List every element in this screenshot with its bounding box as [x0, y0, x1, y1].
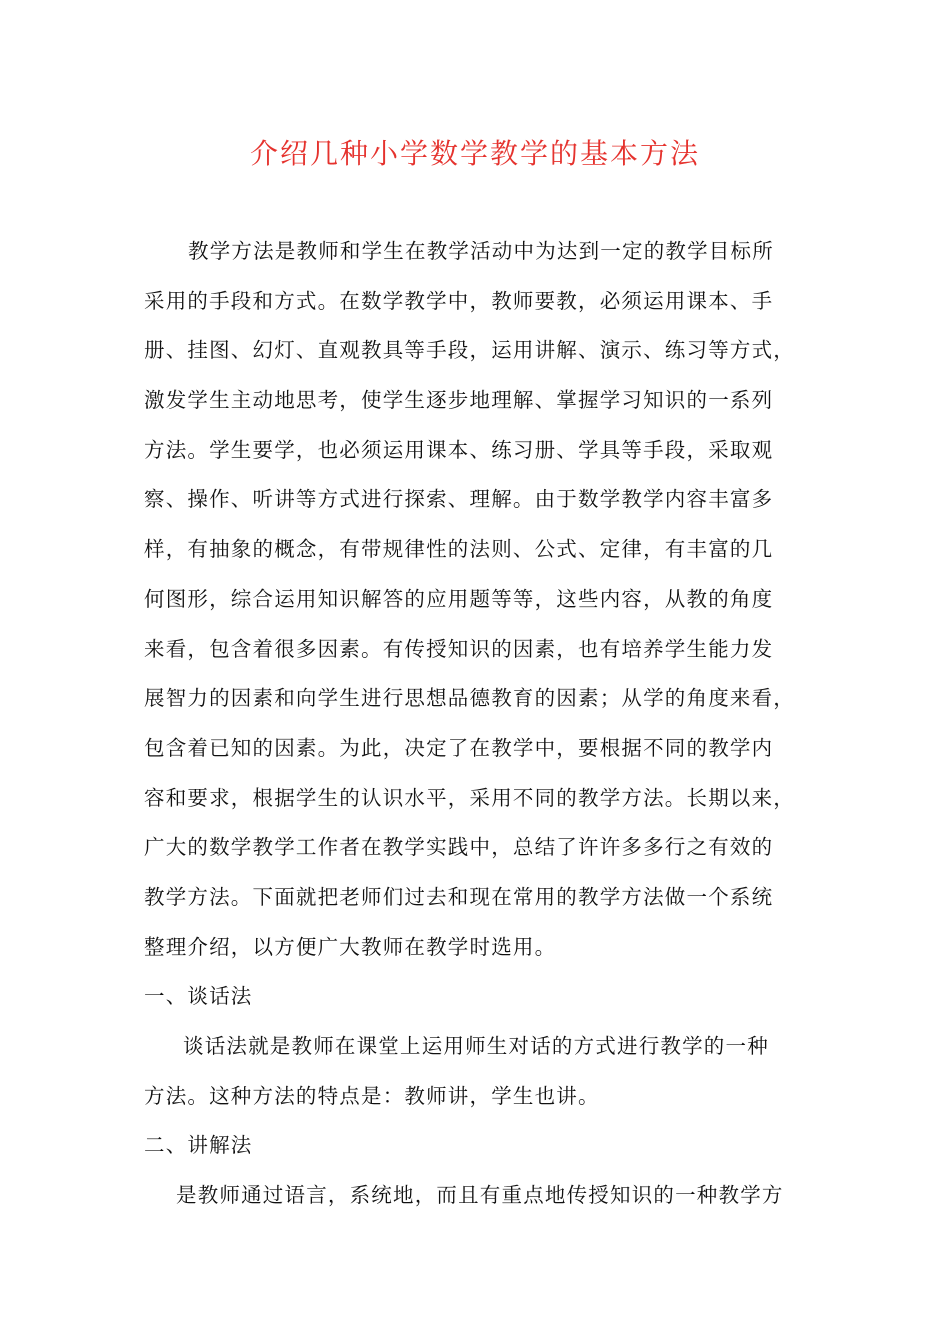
- section-heading: 一、谈话法: [144, 984, 253, 1009]
- paragraph-line: 方法。这种方法的特点是：教师讲，学生也讲。: [144, 1083, 600, 1108]
- document-body: [144, 233, 814, 1227]
- paragraph-line: 何图形，综合运用知识解答的应用题等等，这些内容，从教的角度: [144, 586, 774, 611]
- paragraph-line: 册、挂图、幻灯、直观教具等手段，运用讲解、演示、练习等方式，: [144, 338, 795, 363]
- section-heading: 二、讲解法: [144, 1133, 253, 1158]
- paragraph-line: 展智力的因素和向学生进行思想品德教育的因素；从学的角度来看，: [144, 686, 795, 711]
- paragraph-line: 是教师通过语言，系统地，而且有重点地传授知识的一种教学方: [176, 1183, 784, 1208]
- paragraph-line: 方法。学生要学，也必须运用课本、练习册、学具等手段，采取观: [144, 437, 774, 462]
- paragraph-line: 激发学生主动地思考，使学生逐步地理解、掌握学习知识的一系列: [144, 388, 774, 413]
- paragraph-line: 谈话法就是教师在课堂上运用师生对话的方式进行教学的一种: [183, 1034, 769, 1058]
- paragraph-line: 整理介绍，以方便广大教师在教学时选用。: [144, 934, 557, 959]
- paragraph-line: 广大的数学教学工作者在教学实践中，总结了许许多多行之有效的: [144, 835, 774, 860]
- paragraph-line: 样，有抽象的概念，有带规律性的法则、公式、定律，有丰富的几: [144, 537, 774, 562]
- paragraph-line: 包含着已知的因素。为此，决定了在教学中，要根据不同的教学内: [144, 735, 774, 760]
- paragraph-line: 采用的手段和方式。在数学教学中，教师要教，必须运用课本、手: [144, 288, 774, 313]
- paragraph-line: 教学方法是教师和学生在教学活动中为达到一定的教学目标所: [188, 239, 774, 263]
- paragraph-line: 察、操作、听讲等方式进行探索、理解。由于数学教学内容丰富多: [144, 487, 774, 512]
- paragraph-line: 教学方法。下面就把老师们过去和现在常用的教学方法做一个系统: [144, 884, 774, 909]
- paragraph-line: 来看，包含着很多因素。有传授知识的因素，也有培养学生能力发: [144, 636, 774, 661]
- document-title: 介绍几种小学数学教学的基本方法: [249, 137, 700, 170]
- paragraph-line: 容和要求，根据学生的认识水平，采用不同的教学方法。长期以来，: [144, 785, 795, 810]
